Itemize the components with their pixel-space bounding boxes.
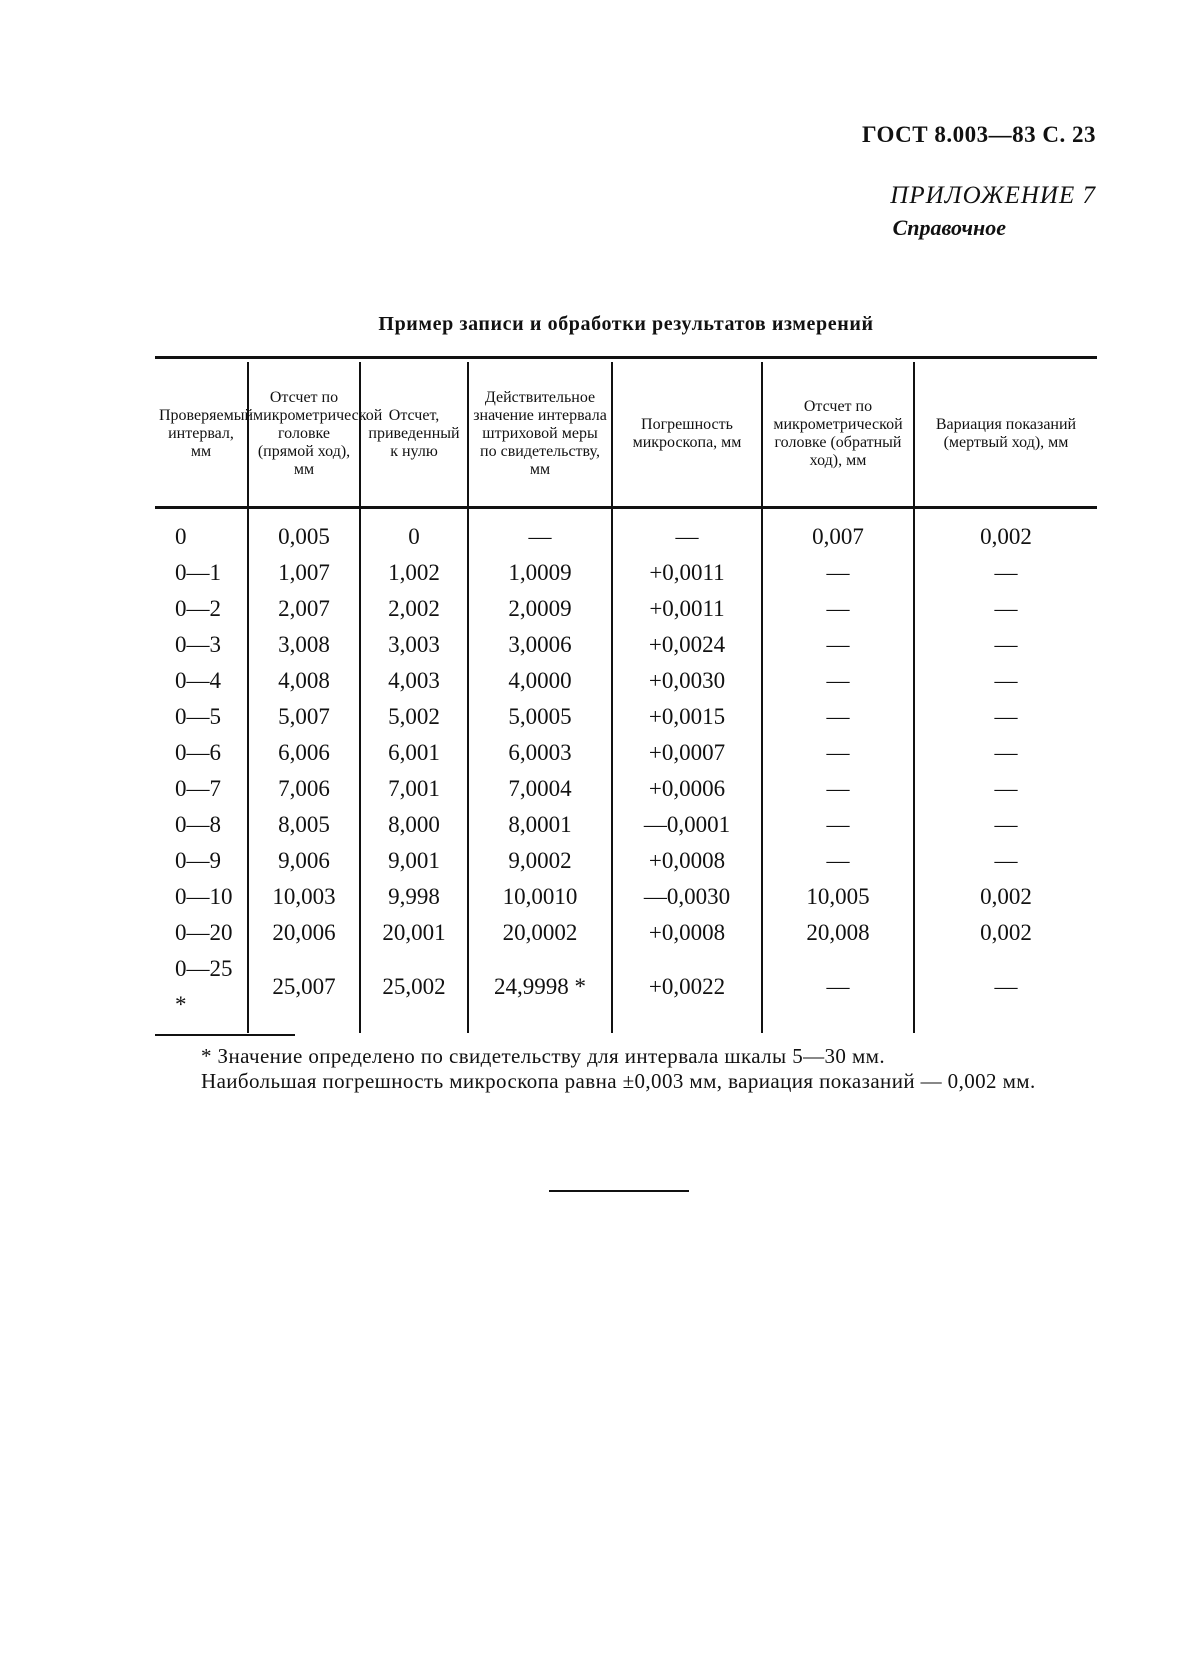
table-cell: 0—8 (175, 812, 221, 837)
appendix-title: ПРИЛОЖЕНИЕ 7 (890, 182, 1096, 209)
table-cell: 10,003 (248, 879, 360, 915)
table-row (155, 663, 1097, 699)
table-cell: +0,0008 (612, 915, 762, 951)
table-cell: 2,002 (360, 591, 468, 627)
table-cell: 3,003 (360, 627, 468, 663)
table-cell: 10,005 (762, 879, 914, 915)
table-cell: — (612, 508, 762, 556)
table-body (155, 508, 1097, 1034)
table-cell: — (762, 627, 914, 663)
table-cell: 6,006 (248, 735, 360, 771)
table-cell: — (762, 843, 914, 879)
table-cell: 5,002 (360, 699, 468, 735)
footnote-summary: Наибольшая погрешность микроскопа равна ±0,003 мм, вариация показаний — 0,002 мм. (201, 1069, 1036, 1093)
column-header: Отсчет, приведенный к нулю (360, 362, 468, 508)
table-cell: 0,007 (762, 508, 914, 556)
table-cell: 6,001 (360, 735, 468, 771)
standard-reference: ГОСТ 8.003—83 С. 23 (861, 122, 1096, 147)
table-caption: Пример записи и обработки результатов измерений (378, 313, 874, 335)
table-cell: +0,0008 (612, 843, 762, 879)
table-cell: +0,0007 (612, 735, 762, 771)
table-cell: — (914, 735, 1097, 771)
table-cell: — (762, 771, 914, 807)
table-cell: —0,0001 (612, 807, 762, 843)
table-cell: 4,003 (360, 663, 468, 699)
table-cell: 20,0002 (468, 915, 612, 951)
table-cell: 0,002 (914, 508, 1097, 556)
table-cell: 20,008 (762, 915, 914, 951)
table-row (155, 843, 1097, 879)
table-cell: — (762, 663, 914, 699)
table-cell: 0—25 * (175, 956, 233, 1017)
table-cell: +0,0006 (612, 771, 762, 807)
table-cell: — (762, 555, 914, 591)
table-cell: 0—7 (175, 776, 221, 801)
measurement-table (155, 362, 1097, 1033)
table-cell: 0 (175, 524, 187, 549)
footnote-asterisk: * Значение определено по свидетельству для интервала шкалы 5—30 мм. (201, 1044, 885, 1068)
table-cell: 25,002 (360, 951, 468, 1033)
table-cell: 0—9 (175, 848, 221, 873)
table-cell: — (914, 771, 1097, 807)
column-header: Вариация показаний (мертвый ход), мм (914, 362, 1097, 508)
table-row (155, 807, 1097, 843)
table-cell: 7,0004 (468, 771, 612, 807)
column-header: Проверяемый интервал, мм (155, 362, 248, 508)
table-cell: +0,0022 (612, 951, 762, 1033)
table-cell: 9,0002 (468, 843, 612, 879)
table-row (155, 771, 1097, 807)
table-row (155, 699, 1097, 735)
table-cell: 0—6 (175, 740, 221, 765)
table-cell: 9,001 (360, 843, 468, 879)
table-row (155, 879, 1097, 915)
table-cell: — (468, 508, 612, 556)
table-cell: +0,0024 (612, 627, 762, 663)
table-cell: 2,007 (248, 591, 360, 627)
footnote-rule (155, 1034, 295, 1036)
table-cell: +0,0011 (612, 555, 762, 591)
table-cell: — (762, 591, 914, 627)
table-cell: — (914, 843, 1097, 879)
table-cell: 4,0000 (468, 663, 612, 699)
table-row (155, 555, 1097, 591)
table-cell: 8,0001 (468, 807, 612, 843)
table-cell: 0—3 (175, 632, 221, 657)
column-header: Отсчет по микрометрической головке (прямой ход), мм (248, 362, 360, 508)
table-cell: 0—10 (175, 884, 233, 909)
table-cell: 0—2 (175, 596, 221, 621)
table-cell: — (914, 699, 1097, 735)
table-row (155, 735, 1097, 771)
table-cell: 4,008 (248, 663, 360, 699)
column-header: Отсчет по микрометрической головке (обратный ход), мм (762, 362, 914, 508)
table-cell: 2,0009 (468, 591, 612, 627)
table-cell: — (762, 807, 914, 843)
end-rule (549, 1190, 689, 1192)
table-header-row (155, 362, 1097, 508)
table-cell: 20,006 (248, 915, 360, 951)
table-cell: 0,002 (914, 879, 1097, 915)
table-top-rule (155, 356, 1097, 359)
table-row (155, 508, 1097, 556)
table-cell: 9,006 (248, 843, 360, 879)
table-row (155, 951, 1097, 1033)
table-cell: 7,001 (360, 771, 468, 807)
table-cell: 8,005 (248, 807, 360, 843)
table-row (155, 591, 1097, 627)
table-cell: 10,0010 (468, 879, 612, 915)
table-cell: — (914, 663, 1097, 699)
table-cell: 5,007 (248, 699, 360, 735)
table-cell: 1,007 (248, 555, 360, 591)
table-cell: 0—5 (175, 704, 221, 729)
table-cell: —0,0030 (612, 879, 762, 915)
table-cell: +0,0030 (612, 663, 762, 699)
table-cell: — (914, 807, 1097, 843)
table-cell: +0,0015 (612, 699, 762, 735)
column-header: Погрешность микроскопа, мм (612, 362, 762, 508)
table-cell: — (762, 735, 914, 771)
table-cell: 8,000 (360, 807, 468, 843)
table-row (155, 915, 1097, 951)
table-cell: 3,0006 (468, 627, 612, 663)
table-cell: 0,005 (248, 508, 360, 556)
table-cell: 25,007 (248, 951, 360, 1033)
table-cell: — (914, 951, 1097, 1033)
table-cell: — (762, 951, 914, 1033)
table-cell: 9,998 (360, 879, 468, 915)
table-cell: 5,0005 (468, 699, 612, 735)
column-header: Действительное значение интервала штриховой меры по свидетельству, мм (468, 362, 612, 508)
table-cell: 0—1 (175, 560, 221, 585)
table-cell: 20,001 (360, 915, 468, 951)
table-row (155, 627, 1097, 663)
table-cell: +0,0011 (612, 591, 762, 627)
table-cell: 0—20 (175, 920, 233, 945)
table-cell: 0 (360, 508, 468, 556)
table-cell: 1,002 (360, 555, 468, 591)
table-cell: — (762, 699, 914, 735)
table-cell: 1,0009 (468, 555, 612, 591)
table-cell: 7,006 (248, 771, 360, 807)
table-cell: 3,008 (248, 627, 360, 663)
table-cell: 0—4 (175, 668, 221, 693)
table-cell: — (914, 627, 1097, 663)
table-cell: 0,002 (914, 915, 1097, 951)
table-cell: 24,9998 * (468, 951, 612, 1033)
table-cell: — (914, 555, 1097, 591)
table-cell: — (914, 591, 1097, 627)
table-cell: 6,0003 (468, 735, 612, 771)
appendix-type: Справочное (892, 215, 1006, 240)
